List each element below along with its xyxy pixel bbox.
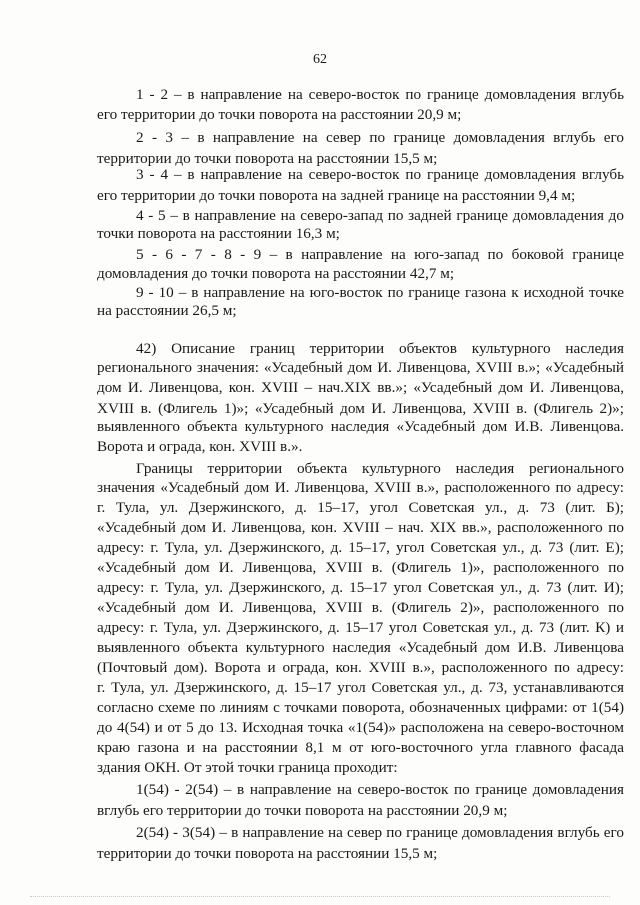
text-line: адресу: г. Тула, ул. Дзержинского, д. 15–17 угол Советская ул., д. 73 (лит. К) и — [97, 619, 624, 636]
section-heading-line: 42) Описание границ территории объектов культурного наследия — [136, 340, 624, 357]
text-line: Ворота и ограда, кон. XVIII в.». — [97, 438, 303, 455]
text-line: 5 - 6 - 7 - 8 - 9 – в направление на юго-запад по боковой границе — [136, 246, 624, 263]
text-line: краю газона и на расстоянии 8,1 м от юго-восточного угла главного фасада — [97, 739, 624, 756]
text-line: (Почтовый дом). Ворота и ограда, кон. XVIII в.», расположенного по адресу: — [97, 659, 624, 676]
text-line: дом И. Ливенцова, кон. XVIII – нач.XIX вв.»; «Усадебный дом И. Ливенцова, — [97, 379, 624, 396]
text-line: согласно схеме по линиям с точками поворота, обозначенных цифрами: от 1(54) — [97, 699, 624, 716]
text-line: 2 - 3 – в направление на север по границе домовладения вглубь его — [136, 129, 624, 146]
text-line: 1 - 2 – в направление на северо-восток по границе домовладения вглубь — [136, 86, 624, 103]
text-line: г. Тула, ул. Дзержинского, д. 15–17, угол Советская ул., д. 73 (лит. Б); — [97, 499, 624, 516]
text-line: территории до точки поворота на расстоянии 15,5 м; — [97, 150, 438, 167]
text-line: 3 - 4 – в направление на северо-восток по границе домовладения вглубь — [136, 166, 624, 183]
page-number: 62 — [313, 52, 327, 67]
text-line: XVIII в. (Флигель 1)»; «Усадебный дом И. Ливенцова, XVIII в. (Флигель 2)»; — [97, 400, 624, 417]
text-line: «Усадебный дом И. Ливенцова, кон. XVIII – нач. XIX вв.», расположенного по — [97, 519, 624, 536]
text-line: точки поворота на расстоянии 16,3 м; — [97, 225, 340, 242]
text-line: 9 - 10 – в направление на юго-восток по границе газона к исходной точке — [136, 284, 624, 301]
text-line: 4 - 5 – в направление на северо-запад по задней границе домовладения до — [136, 207, 624, 224]
text-line: выявленного объекта культурного наследия «Усадебный дом И.В. Ливенцова. — [97, 418, 624, 435]
text-line: выявленного объекта культурного наследия «Усадебный дом И.В. Ливенцова — [97, 639, 624, 656]
text-line: «Усадебный дом И. Ливенцова, XVIII в. (Флигель 1)», расположенного по — [97, 559, 624, 576]
text-line: значения «Усадебный дом И. Ливенцова, XVIII в.», расположенного по адресу: — [97, 479, 624, 496]
text-line: Границы территории объекта культурного наследия регионального — [136, 460, 624, 477]
text-line: «Усадебный дом И. Ливенцова, XVIII в. (Флигель 2)», расположенного по — [97, 599, 624, 616]
text-line: территории до точки поворота на расстоянии 15,5 м; — [97, 845, 438, 862]
text-line: его территории до точки поворота на задней границе на расстоянии 9,4 м; — [97, 187, 576, 204]
text-line: 2(54) - 3(54) – в направление на север по границе домовладения вглубь его — [136, 824, 624, 841]
text-line: вглубь его территории до точки поворота на расстоянии 20,9 м; — [97, 802, 508, 819]
text-line: г. Тула, ул. Дзержинского, д. 15–17 угол Советская ул., д. 73, устанавливаются — [97, 679, 624, 696]
text-line: на расстоянии 26,5 м; — [97, 302, 237, 319]
text-line: его территории до точки поворота на расстоянии 20,9 м; — [97, 106, 462, 123]
text-line: до 4(54) и от 5 до 13. Исходная точка «1(54)» расположена на северо-восточном — [97, 719, 624, 736]
text-line: 1(54) - 2(54) – в направление на северо-восток по границе домовладения — [136, 781, 624, 798]
text-line: адресу: г. Тула, ул. Дзержинского, д. 15–17 угол Советская ул., д. 73 (лит. И); — [97, 579, 624, 596]
scan-artifact — [30, 893, 610, 897]
text-line: адресу: г. Тула, ул. Дзержинского, д. 15–17, угол Советская ул., д. 73 (лит. Е); — [97, 539, 624, 556]
text-line: здания ОКН. От этой точки граница проходит: — [97, 759, 398, 776]
text-line: регионального значения: «Усадебный дом И. Ливенцова, XVIII в.»; «Усадебный — [97, 359, 624, 376]
text-line: домовладения до точки поворота на расстоянии 42,7 м; — [97, 265, 455, 282]
